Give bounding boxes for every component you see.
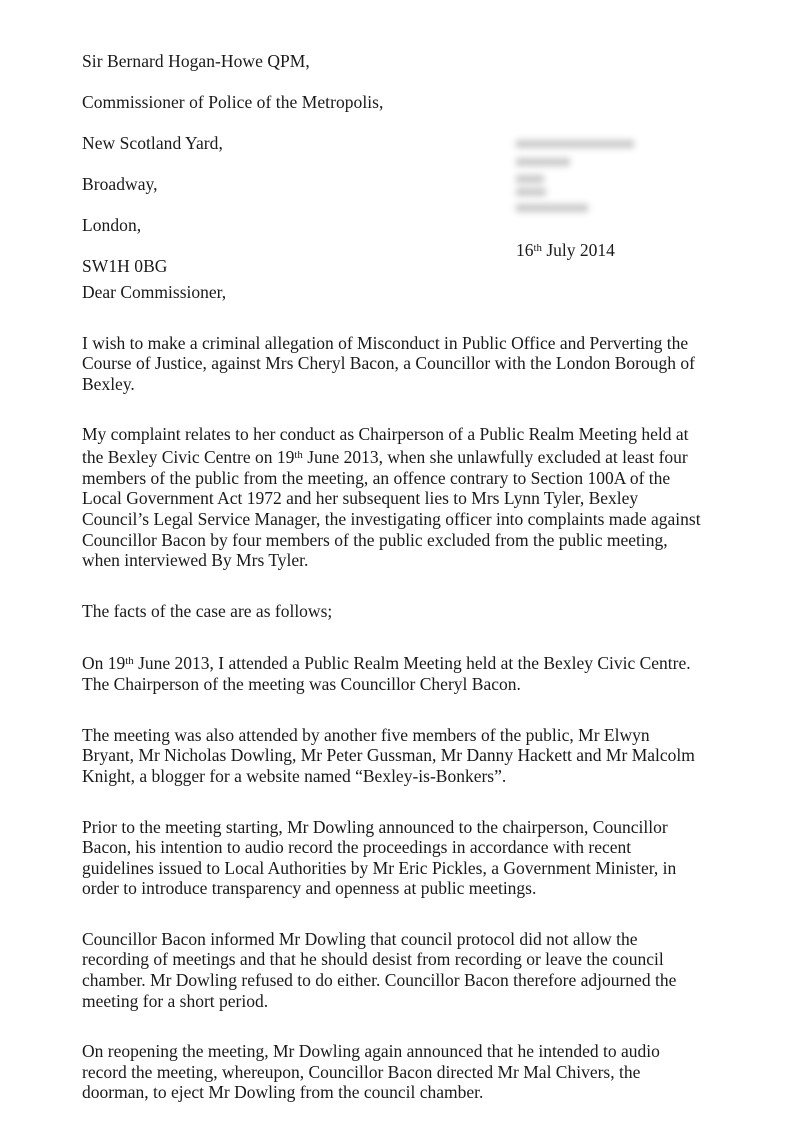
redacted-sender-address-block xyxy=(514,138,644,218)
recipient-line-street: Broadway, xyxy=(82,173,158,194)
redacted-line xyxy=(516,158,570,166)
recipient-line-city: London, xyxy=(82,214,142,235)
paragraph-allegation: I wish to make a criminal allegation of Misconduct in Public Office and Perverting the Course of Justice, against Mrs Cheryl Bacon, a Councillor with the London Borough of Bexley. xyxy=(82,332,695,394)
paragraph-ejection: On reopening the meeting, Mr Dowling again announced that he intended to audio record the meeting, whereupon, Councillor Bacon directed Mr Mal Chivers, the doorman, to eject Mr Dowling from the council chamber. xyxy=(82,1041,660,1103)
complaint-detail-part-1: My complaint relates to her conduct as Chairperson of a Public Realm Meeting held at the Bexley Civic Centre on 19 xyxy=(82,424,689,468)
redacted-line xyxy=(516,188,546,196)
recipient-line-building: New Scotland Yard, xyxy=(82,132,223,153)
recipient-line-postcode: SW1H 0BG xyxy=(82,255,168,276)
salutation: Dear Commissioner, xyxy=(82,282,227,302)
attendance-part-1: On 19 xyxy=(82,653,126,674)
paragraph-complaint-detail xyxy=(82,424,702,570)
paragraph-recording-announcement: Prior to the meeting starting, Mr Dowling announced to the chairperson, Councillor Bacon, his intention to audio record the proceedings in accordance with recent guidelines issued to Local Authorities by Mr Eric Pickles, a Government Minister, in order to introduce transparency and openness at public meetings. xyxy=(82,816,677,899)
complaint-detail-part-2: June 2013, when she unlawfully excluded at least four members of the public from the meeting, an offence contrary to Section 100A of the Local Government Act 1972 and her subsequent lies to Mrs Lynn Tyler, Bexley Council’s Legal Service Manager, the investigating officer into complaints made against Councillor Bacon by four members of the public excluded from the public meeting, when interviewed By Mrs Tyler. xyxy=(82,447,701,571)
paragraph-attendance xyxy=(82,651,702,694)
recipient-line-title: Commissioner of Police of the Metropolis, xyxy=(82,91,384,112)
letter-body xyxy=(82,282,702,1133)
attendance-ordinal-suffix: th xyxy=(125,655,134,668)
recipient-address-block xyxy=(82,30,383,297)
redacted-line xyxy=(516,175,544,183)
paragraph-attendees: The meeting was also attended by another five members of the public, Mr Elwyn Bryant, Mr Nicholas Dowling, Mr Peter Gussman, Mr Danny Hackett and Mr Malcolm Knight, a blogger for a website named “Bexley-is-Bonkers”. xyxy=(82,724,695,786)
redacted-line xyxy=(516,140,634,148)
complaint-detail-ordinal-suffix: th xyxy=(294,448,303,461)
attendance-part-2: June 2013, I attended a Public Realm Meeting held at the Bexley Civic Centre. The Chairperson of the meeting was Councillor Cheryl Bacon. xyxy=(82,653,691,695)
date-ordinal-suffix: th xyxy=(533,242,542,254)
date-month-year: July 2014 xyxy=(541,240,615,261)
recipient-line-name: Sir Bernard Hogan-Howe QPM, xyxy=(82,50,310,71)
paragraph-adjournment: Councillor Bacon informed Mr Dowling that council protocol did not allow the recording of meetings and that he should desist from recording or leave the council chamber. Mr Dowling refused to do either. Councillor Bacon therefore adjourned the meeting for a short period. xyxy=(82,928,677,1011)
letter-date xyxy=(516,238,615,261)
redacted-line xyxy=(516,204,588,212)
date-day: 16 xyxy=(516,240,534,261)
paragraph-facts-intro: The facts of the case are as follows; xyxy=(82,600,333,621)
